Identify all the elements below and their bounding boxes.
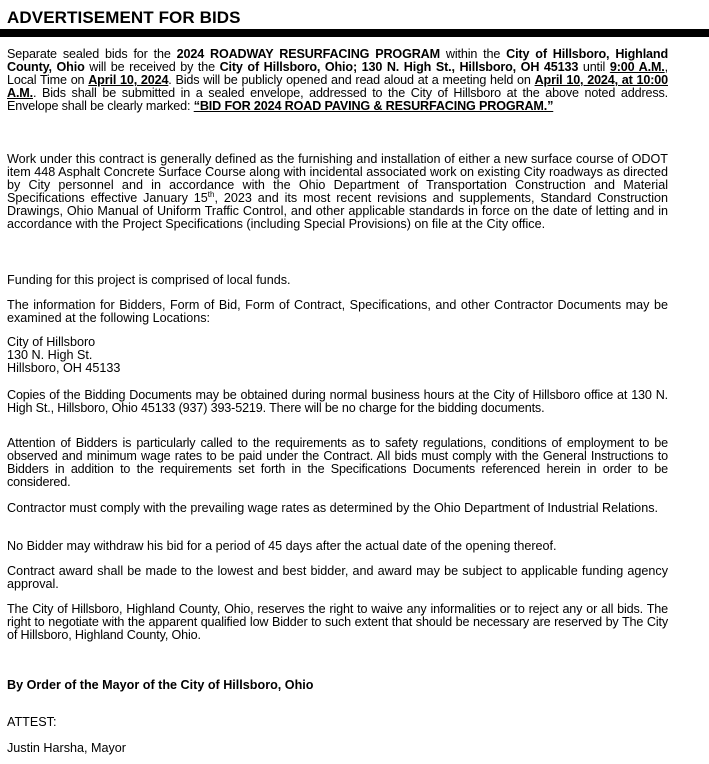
title-rule [0,29,709,37]
paragraph-bidding-documents: Copies of the Bidding Documents may be obtained during normal business hours at the City of Hillsboro office at 130 N. High St., Hillsboro, Ohio 45133 (937) 393-5219. There will be no charge for the bidding documents. [7,388,668,415]
location-address: City of Hillsboro 130 N. High St. Hillsboro, OH 45133 [7,335,121,375]
paragraph-funding: Funding for this project is comprised of local funds. [7,273,291,287]
paragraph-withdrawal: No Bidder may withdraw his bid for a period of 45 days after the actual date of the opening thereof. [7,539,557,553]
paragraph-prevailing-wage: Contractor must comply with the prevailing wage rates as determined by the Ohio Department of Industrial Relations. [7,501,658,515]
document-title: ADVERTISEMENT FOR BIDS [7,8,241,27]
paragraph-reservation: The City of Hillsboro, Highland County, Ohio, reserves the right to waive any informalities or to reject any or all bids. The right to negotiate with the apparent qualified low Bidder to such extent that should be necessary are reserved by The City of Hillsboro, Highland County, Ohio. [7,602,668,642]
attest-label: ATTEST: [7,715,57,729]
order-line: By Order of the Mayor of the City of Hillsboro, Ohio [7,678,314,692]
paragraph-attention: Attention of Bidders is particularly called to the requirements as to safety regulations, conditions of employment to be observed and minimum wage rates to be paid under the Contract. All bids must comply with the General Instructions to Bidders in addition to the requirements set forth in the Specifications Documents referenced herein in order to be considered. [7,436,668,489]
paragraph-documents-location: The information for Bidders, Form of Bid, Form of Contract, Specifications, and other Contractor Documents may be examined at the following Locations: [7,298,668,325]
paragraph-award: Contract award shall be made to the lowest and best bidder, and award may be subject to applicable funding agency approval. [7,564,668,591]
paragraph-scope-of-work: Work under this contract is generally defined as the furnishing and installation of either a new surface course of ODOT item 448 Asphalt Concrete Surface Course along with incidental associated work on existing City roadways as directed by City personnel and in accordance with the Ohio Department of Transportation Construction and Material Specifications effective January 15th, 2023 and its most recent revisions and supplements, Standard Construction Drawings, Ohio Manual of Uniform Traffic Control, and other applicable standards in force on the date of letting and in accordance with the Project Specifications (including Special Provisions) on file at the City office. [7,152,668,231]
paragraph-bid-notice: Separate sealed bids for the 2024 ROADWAY RESURFACING PROGRAM within the City of Hillsboro, Highland County, Ohio will be received by the City of Hillsboro, Ohio; 130 N. High St., Hillsboro, OH 45133 until 9:00 A.M., Local Time on April 10, 2024. Bids will be publicly opened and read aloud at a meeting held on April 10, 2024, at 10:00 A.M.. Bids shall be submitted in a sealed envelope, addressed to the City of Hillsboro at the above noted address. Envelope shall be clearly marked: “BID FOR 2024 ROAD PAVING & RESURFACING PROGRAM.” [7,47,668,113]
signer-name: Justin Harsha, Mayor [7,741,126,755]
